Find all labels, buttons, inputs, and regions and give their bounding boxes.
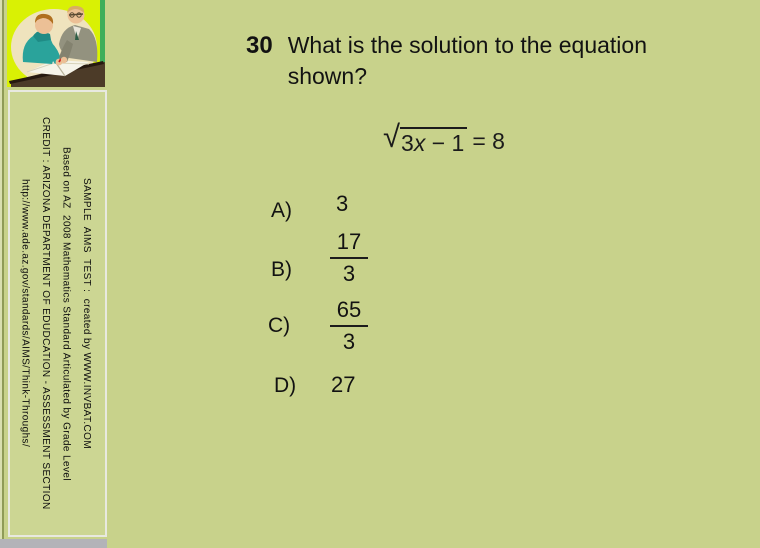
choice-b-label[interactable]: B) bbox=[271, 258, 292, 281]
choice-b-denominator: 3 bbox=[342, 260, 356, 286]
question-block bbox=[246, 30, 660, 92]
choice-c-label[interactable]: C) bbox=[268, 314, 291, 337]
credits-vertical-text bbox=[10, 92, 105, 535]
choice-c-value[interactable] bbox=[326, 297, 372, 355]
choice-d-value[interactable]: 27 bbox=[331, 372, 356, 397]
left-edge-line bbox=[2, 0, 4, 548]
radicand bbox=[400, 127, 467, 156]
radicand-variable: x bbox=[413, 130, 426, 156]
question-number: 30 bbox=[246, 32, 273, 59]
students-studying-illustration bbox=[7, 0, 105, 87]
radicand-rest: − 1 bbox=[425, 130, 465, 156]
radical-sign: √ bbox=[383, 119, 401, 154]
panel-bottom-shadow bbox=[0, 539, 107, 548]
credit-line-url: http://www.ade.az.gov/standards/AIMS/Think-Throughs/ bbox=[19, 179, 31, 448]
equation bbox=[383, 119, 505, 156]
choice-a-label[interactable]: A) bbox=[271, 199, 292, 222]
credit-line-title: SAMPLE AIMS TEST : created by WWW.INVBAT.COM bbox=[81, 177, 92, 450]
choice-c-denominator: 3 bbox=[342, 328, 356, 354]
choice-b-value[interactable] bbox=[326, 229, 372, 287]
question-text: What is the solution to the equation shown? bbox=[287, 32, 654, 89]
choice-a-value[interactable]: 3 bbox=[336, 191, 349, 216]
students-studying-image bbox=[7, 0, 105, 87]
credit-line-department: CREDIT : ARIZONA DEPARTMENT OF EDUDCATION - ASSESSMENT SECTION bbox=[40, 117, 51, 510]
credits-panel bbox=[8, 90, 107, 537]
choice-b-numerator: 17 bbox=[330, 229, 368, 259]
credit-line-standard: Based on AZ 2008 Mathematics Standard Articulated by Grade Level bbox=[60, 146, 72, 481]
choice-c-numerator: 65 bbox=[330, 297, 368, 327]
equation-rhs: = 8 bbox=[472, 128, 505, 154]
radicand-coefficient: 3 bbox=[401, 130, 414, 156]
choice-d-label[interactable]: D) bbox=[274, 374, 297, 397]
